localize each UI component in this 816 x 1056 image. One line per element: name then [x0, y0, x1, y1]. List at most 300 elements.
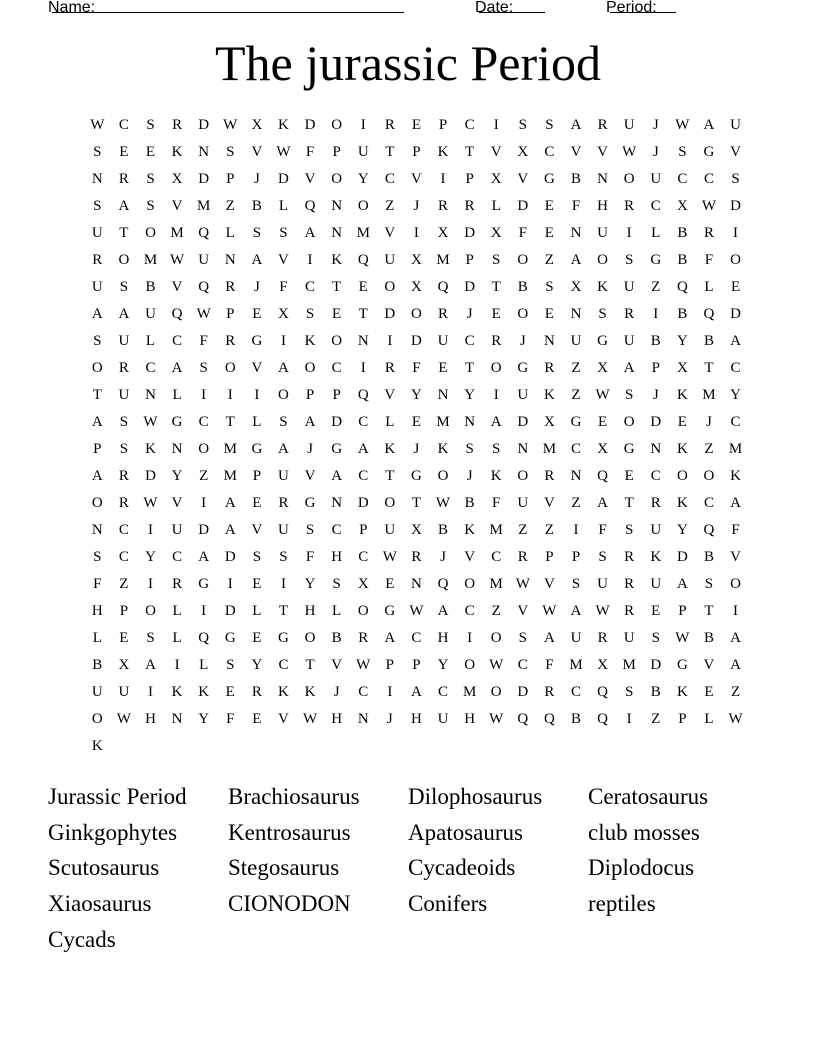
- grid-letter[interactable]: X: [278, 306, 289, 322]
- grid-letter[interactable]: J: [253, 171, 260, 187]
- grid-letter[interactable]: H: [331, 549, 343, 565]
- grid-letter[interactable]: O: [517, 306, 529, 322]
- grid-letter[interactable]: K: [543, 387, 555, 403]
- grid-letter[interactable]: S: [598, 306, 607, 322]
- grid-letter[interactable]: N: [411, 576, 422, 592]
- grid-letter[interactable]: A: [118, 306, 130, 322]
- grid-letter[interactable]: V: [171, 495, 183, 511]
- grid-letter[interactable]: D: [198, 117, 210, 133]
- grid-letter[interactable]: O: [278, 387, 289, 403]
- grid-letter[interactable]: I: [493, 117, 499, 133]
- grid-letter[interactable]: R: [544, 468, 555, 484]
- grid-letter[interactable]: D: [650, 414, 662, 430]
- grid-letter[interactable]: G: [623, 441, 635, 457]
- grid-letter[interactable]: V: [543, 576, 555, 592]
- grid-letter[interactable]: E: [411, 117, 421, 133]
- grid-letter[interactable]: K: [145, 441, 156, 457]
- grid-letter[interactable]: D: [411, 333, 422, 349]
- grid-letter[interactable]: C: [384, 171, 395, 187]
- grid-letter[interactable]: E: [385, 576, 395, 592]
- grid-letter[interactable]: T: [465, 360, 475, 376]
- grid-letter[interactable]: U: [650, 171, 662, 187]
- grid-letter[interactable]: U: [278, 522, 289, 538]
- grid-letter[interactable]: M: [197, 198, 211, 214]
- grid-letter[interactable]: G: [198, 576, 210, 592]
- grid-letter[interactable]: I: [626, 711, 632, 727]
- grid-letter[interactable]: A: [490, 414, 502, 430]
- grid-letter[interactable]: C: [464, 333, 475, 349]
- grid-letter[interactable]: X: [676, 360, 688, 376]
- grid-letter[interactable]: X: [597, 441, 608, 457]
- grid-letter[interactable]: N: [650, 441, 662, 457]
- grid-letter[interactable]: L: [491, 198, 501, 214]
- grid-letter[interactable]: C: [358, 684, 369, 700]
- grid-letter[interactable]: G: [304, 495, 316, 511]
- grid-letter[interactable]: O: [91, 711, 103, 727]
- grid-letter[interactable]: Y: [437, 657, 449, 673]
- grid-letter[interactable]: W: [143, 495, 158, 511]
- grid-letter[interactable]: S: [332, 576, 341, 592]
- grid-letter[interactable]: C: [703, 495, 714, 511]
- grid-letter[interactable]: C: [411, 630, 422, 646]
- grid-letter[interactable]: U: [91, 225, 103, 241]
- grid-letter[interactable]: K: [384, 441, 396, 457]
- grid-letter[interactable]: L: [199, 657, 209, 673]
- grid-letter[interactable]: J: [253, 279, 260, 295]
- grid-letter[interactable]: K: [597, 279, 608, 295]
- grid-letter[interactable]: C: [570, 441, 581, 457]
- grid-letter[interactable]: P: [359, 522, 368, 538]
- grid-letter[interactable]: D: [730, 198, 741, 214]
- grid-letter[interactable]: N: [357, 711, 369, 727]
- grid-letter[interactable]: U: [570, 333, 582, 349]
- grid-letter[interactable]: S: [226, 144, 235, 160]
- grid-letter[interactable]: W: [409, 603, 424, 619]
- grid-letter[interactable]: R: [624, 603, 635, 619]
- grid-letter[interactable]: E: [544, 225, 554, 241]
- grid-letter[interactable]: C: [703, 171, 714, 187]
- grid-letter[interactable]: U: [517, 387, 529, 403]
- grid-letter[interactable]: S: [252, 549, 262, 565]
- grid-letter[interactable]: G: [650, 252, 662, 268]
- grid-letter[interactable]: Q: [703, 522, 715, 538]
- grid-letter[interactable]: C: [145, 360, 156, 376]
- grid-letter[interactable]: B: [92, 657, 103, 673]
- grid-letter[interactable]: E: [332, 306, 342, 322]
- grid-letter[interactable]: Q: [517, 711, 529, 727]
- grid-letter[interactable]: S: [93, 333, 102, 349]
- grid-letter[interactable]: A: [278, 441, 289, 457]
- grid-letter[interactable]: O: [464, 657, 476, 673]
- grid-letter[interactable]: E: [544, 306, 554, 322]
- grid-letter[interactable]: S: [226, 657, 235, 673]
- grid-letter[interactable]: K: [198, 684, 210, 700]
- grid-letter[interactable]: C: [358, 549, 369, 565]
- grid-letter[interactable]: D: [650, 657, 662, 673]
- grid-letter[interactable]: M: [170, 225, 184, 241]
- grid-letter[interactable]: E: [597, 414, 608, 430]
- grid-letter[interactable]: V: [490, 144, 502, 160]
- grid-letter[interactable]: A: [224, 495, 236, 511]
- grid-letter[interactable]: S: [545, 117, 554, 133]
- grid-letter[interactable]: Y: [304, 576, 316, 592]
- grid-letter[interactable]: C: [570, 684, 581, 700]
- grid-letter[interactable]: O: [517, 468, 529, 484]
- grid-letter[interactable]: G: [597, 333, 608, 349]
- grid-letter[interactable]: C: [358, 468, 369, 484]
- grid-letter[interactable]: R: [172, 576, 183, 592]
- grid-letter[interactable]: R: [278, 495, 289, 511]
- grid-letter[interactable]: Q: [198, 225, 210, 241]
- grid-letter[interactable]: Z: [651, 711, 661, 727]
- grid-letter[interactable]: W: [728, 711, 743, 727]
- grid-letter[interactable]: I: [653, 306, 659, 322]
- grid-letter[interactable]: D: [224, 549, 236, 565]
- grid-letter[interactable]: F: [545, 657, 554, 673]
- grid-letter[interactable]: C: [305, 279, 316, 295]
- grid-letter[interactable]: S: [93, 198, 102, 214]
- grid-letter[interactable]: A: [91, 414, 103, 430]
- grid-letter[interactable]: D: [145, 468, 156, 484]
- grid-letter[interactable]: K: [676, 495, 688, 511]
- grid-letter[interactable]: F: [305, 549, 315, 565]
- grid-letter[interactable]: N: [224, 252, 236, 268]
- grid-letter[interactable]: D: [198, 171, 210, 187]
- grid-letter[interactable]: M: [542, 441, 557, 457]
- grid-letter[interactable]: I: [201, 387, 207, 403]
- grid-letter[interactable]: I: [254, 387, 260, 403]
- grid-letter[interactable]: P: [385, 657, 394, 673]
- grid-letter[interactable]: B: [145, 279, 156, 295]
- grid-letter[interactable]: Z: [385, 198, 395, 214]
- grid-letter[interactable]: B: [331, 630, 342, 646]
- grid-letter[interactable]: P: [412, 657, 421, 673]
- grid-letter[interactable]: I: [307, 252, 313, 268]
- grid-letter[interactable]: D: [464, 225, 476, 241]
- grid-letter[interactable]: N: [198, 144, 210, 160]
- grid-letter[interactable]: M: [436, 252, 450, 268]
- grid-letter[interactable]: K: [676, 684, 688, 700]
- grid-letter[interactable]: G: [384, 603, 396, 619]
- grid-letter[interactable]: R: [624, 549, 635, 565]
- grid-letter[interactable]: N: [543, 333, 555, 349]
- grid-letter[interactable]: M: [223, 468, 237, 484]
- grid-letter[interactable]: C: [730, 414, 741, 430]
- grid-letter[interactable]: W: [382, 549, 397, 565]
- grid-letter[interactable]: I: [201, 603, 207, 619]
- grid-letter[interactable]: Y: [357, 171, 369, 187]
- grid-letter[interactable]: R: [438, 198, 449, 214]
- grid-letter[interactable]: W: [90, 117, 105, 133]
- grid-letter[interactable]: V: [703, 657, 715, 673]
- grid-letter[interactable]: L: [651, 225, 661, 241]
- grid-letter[interactable]: W: [223, 117, 238, 133]
- grid-letter[interactable]: Y: [171, 468, 183, 484]
- grid-letter[interactable]: B: [650, 333, 661, 349]
- grid-letter[interactable]: G: [251, 333, 263, 349]
- grid-letter[interactable]: U: [278, 468, 289, 484]
- grid-letter[interactable]: A: [570, 117, 582, 133]
- grid-letter[interactable]: J: [413, 198, 420, 214]
- grid-letter[interactable]: A: [331, 468, 343, 484]
- grid-letter[interactable]: O: [304, 630, 316, 646]
- grid-letter[interactable]: L: [278, 198, 289, 214]
- grid-letter[interactable]: W: [143, 414, 158, 430]
- grid-letter[interactable]: C: [331, 360, 342, 376]
- grid-letter[interactable]: X: [411, 522, 422, 538]
- grid-letter[interactable]: Q: [198, 279, 210, 295]
- grid-letter[interactable]: E: [252, 711, 262, 727]
- grid-letter[interactable]: A: [384, 630, 396, 646]
- grid-letter[interactable]: J: [466, 306, 473, 322]
- grid-letter[interactable]: S: [305, 306, 315, 322]
- grid-letter[interactable]: E: [704, 684, 714, 700]
- grid-letter[interactable]: R: [491, 333, 502, 349]
- grid-letter[interactable]: Z: [225, 198, 235, 214]
- grid-letter[interactable]: S: [146, 630, 155, 646]
- grid-letter[interactable]: U: [623, 333, 635, 349]
- grid-letter[interactable]: Q: [437, 576, 449, 592]
- grid-letter[interactable]: O: [517, 252, 529, 268]
- grid-letter[interactable]: H: [437, 630, 449, 646]
- grid-letter[interactable]: T: [225, 414, 235, 430]
- grid-letter[interactable]: E: [252, 306, 262, 322]
- grid-letter[interactable]: Z: [571, 495, 581, 511]
- grid-letter[interactable]: Z: [491, 603, 501, 619]
- grid-letter[interactable]: A: [437, 603, 449, 619]
- grid-letter[interactable]: B: [650, 684, 661, 700]
- grid-letter[interactable]: W: [489, 711, 504, 727]
- grid-letter[interactable]: X: [597, 360, 608, 376]
- grid-letter[interactable]: O: [464, 576, 476, 592]
- grid-letter[interactable]: A: [570, 603, 582, 619]
- grid-letter[interactable]: H: [597, 198, 608, 214]
- grid-letter[interactable]: V: [171, 198, 183, 214]
- grid-letter[interactable]: S: [518, 117, 527, 133]
- grid-letter[interactable]: B: [703, 630, 714, 646]
- grid-letter[interactable]: I: [573, 522, 579, 538]
- grid-letter[interactable]: N: [331, 495, 343, 511]
- grid-letter[interactable]: E: [491, 306, 501, 322]
- grid-letter[interactable]: O: [623, 414, 635, 430]
- grid-letter[interactable]: Q: [597, 711, 608, 727]
- grid-letter[interactable]: W: [116, 711, 131, 727]
- grid-letter[interactable]: C: [172, 333, 183, 349]
- grid-letter[interactable]: L: [172, 603, 182, 619]
- grid-letter[interactable]: N: [570, 225, 582, 241]
- grid-letter[interactable]: I: [227, 387, 233, 403]
- grid-letter[interactable]: I: [360, 360, 366, 376]
- grid-letter[interactable]: B: [677, 252, 688, 268]
- grid-letter[interactable]: Q: [676, 279, 688, 295]
- grid-letter[interactable]: X: [171, 171, 183, 187]
- grid-letter[interactable]: B: [517, 279, 528, 295]
- grid-letter[interactable]: Q: [437, 279, 449, 295]
- grid-letter[interactable]: O: [597, 252, 608, 268]
- grid-letter[interactable]: W: [675, 117, 690, 133]
- grid-letter[interactable]: K: [437, 144, 449, 160]
- grid-letter[interactable]: S: [93, 549, 102, 565]
- grid-letter[interactable]: L: [252, 414, 262, 430]
- grid-letter[interactable]: S: [625, 252, 634, 268]
- grid-letter[interactable]: T: [92, 387, 102, 403]
- grid-letter[interactable]: O: [384, 495, 396, 511]
- grid-letter[interactable]: W: [489, 657, 504, 673]
- grid-letter[interactable]: C: [118, 549, 129, 565]
- grid-letter[interactable]: C: [278, 657, 289, 673]
- grid-letter[interactable]: G: [570, 414, 582, 430]
- grid-letter[interactable]: L: [332, 603, 342, 619]
- grid-letter[interactable]: S: [119, 414, 129, 430]
- grid-letter[interactable]: T: [411, 495, 421, 511]
- grid-letter[interactable]: C: [358, 414, 369, 430]
- grid-letter[interactable]: Q: [597, 684, 608, 700]
- grid-letter[interactable]: F: [571, 198, 581, 214]
- grid-letter[interactable]: M: [728, 441, 743, 457]
- grid-letter[interactable]: R: [251, 684, 262, 700]
- grid-letter[interactable]: T: [385, 144, 395, 160]
- grid-letter[interactable]: C: [544, 144, 555, 160]
- grid-letter[interactable]: R: [544, 684, 555, 700]
- grid-letter[interactable]: B: [703, 333, 714, 349]
- grid-letter[interactable]: B: [570, 711, 581, 727]
- grid-letter[interactable]: H: [91, 603, 103, 619]
- grid-letter[interactable]: U: [171, 522, 183, 538]
- grid-letter[interactable]: R: [624, 306, 635, 322]
- grid-letter[interactable]: S: [492, 441, 501, 457]
- grid-letter[interactable]: T: [491, 279, 501, 295]
- grid-letter[interactable]: X: [570, 279, 582, 295]
- grid-letter[interactable]: K: [304, 684, 316, 700]
- grid-letter[interactable]: I: [147, 522, 153, 538]
- grid-letter[interactable]: N: [570, 468, 582, 484]
- grid-letter[interactable]: P: [465, 252, 474, 268]
- grid-letter[interactable]: Z: [544, 522, 554, 538]
- grid-letter[interactable]: R: [118, 468, 129, 484]
- grid-letter[interactable]: X: [251, 117, 263, 133]
- grid-letter[interactable]: R: [92, 252, 103, 268]
- grid-letter[interactable]: S: [704, 576, 714, 592]
- grid-letter[interactable]: W: [302, 711, 318, 727]
- grid-letter[interactable]: W: [276, 144, 291, 160]
- grid-letter[interactable]: Q: [357, 252, 369, 268]
- grid-letter[interactable]: W: [196, 306, 211, 322]
- grid-letter[interactable]: P: [465, 171, 474, 187]
- grid-letter[interactable]: G: [543, 171, 555, 187]
- grid-letter[interactable]: K: [171, 144, 183, 160]
- grid-letter[interactable]: U: [145, 306, 156, 322]
- grid-letter[interactable]: S: [146, 117, 155, 133]
- grid-letter[interactable]: P: [252, 468, 262, 484]
- grid-letter[interactable]: S: [279, 414, 288, 430]
- grid-letter[interactable]: O: [490, 360, 502, 376]
- grid-letter[interactable]: Z: [704, 441, 714, 457]
- grid-letter[interactable]: W: [595, 387, 610, 403]
- grid-letter[interactable]: Z: [571, 360, 581, 376]
- grid-letter[interactable]: Y: [198, 711, 210, 727]
- grid-letter[interactable]: A: [543, 630, 555, 646]
- grid-letter[interactable]: P: [651, 360, 660, 376]
- grid-letter[interactable]: R: [438, 306, 449, 322]
- grid-letter[interactable]: M: [622, 657, 636, 673]
- grid-letter[interactable]: E: [358, 279, 368, 295]
- grid-letter[interactable]: W: [169, 252, 185, 268]
- grid-letter[interactable]: E: [730, 279, 741, 295]
- grid-letter[interactable]: M: [143, 252, 158, 268]
- grid-letter[interactable]: V: [597, 144, 608, 160]
- grid-letter[interactable]: D: [464, 279, 476, 295]
- grid-letter[interactable]: O: [384, 279, 396, 295]
- grid-letter[interactable]: Y: [411, 387, 422, 403]
- grid-letter[interactable]: E: [119, 630, 129, 646]
- grid-letter[interactable]: X: [490, 171, 502, 187]
- grid-letter[interactable]: B: [677, 306, 688, 322]
- grid-letter[interactable]: E: [651, 603, 661, 619]
- grid-letter[interactable]: X: [597, 657, 608, 673]
- grid-letter[interactable]: E: [252, 630, 262, 646]
- grid-letter[interactable]: D: [517, 684, 529, 700]
- grid-letter[interactable]: J: [307, 441, 313, 457]
- grid-letter[interactable]: O: [357, 198, 369, 214]
- grid-letter[interactable]: V: [517, 603, 529, 619]
- grid-letter[interactable]: W: [435, 495, 451, 511]
- grid-letter[interactable]: B: [677, 225, 688, 241]
- grid-letter[interactable]: F: [279, 279, 288, 295]
- grid-letter[interactable]: N: [331, 198, 343, 214]
- grid-letter[interactable]: A: [91, 468, 103, 484]
- grid-letter[interactable]: S: [571, 576, 581, 592]
- grid-letter[interactable]: M: [489, 522, 503, 538]
- grid-letter[interactable]: S: [119, 441, 129, 457]
- grid-letter[interactable]: E: [544, 198, 554, 214]
- grid-letter[interactable]: W: [515, 576, 530, 592]
- grid-letter[interactable]: I: [733, 225, 739, 241]
- grid-letter[interactable]: A: [304, 414, 316, 430]
- grid-letter[interactable]: Y: [676, 333, 688, 349]
- grid-letter[interactable]: C: [438, 684, 449, 700]
- grid-letter[interactable]: O: [490, 684, 502, 700]
- grid-letter[interactable]: T: [119, 225, 129, 241]
- grid-letter[interactable]: R: [118, 495, 129, 511]
- grid-letter[interactable]: T: [704, 603, 714, 619]
- grid-letter[interactable]: T: [465, 144, 475, 160]
- grid-letter[interactable]: M: [436, 414, 450, 430]
- grid-letter[interactable]: V: [278, 711, 289, 727]
- grid-letter[interactable]: C: [464, 603, 475, 619]
- grid-letter[interactable]: E: [119, 144, 129, 160]
- grid-letter[interactable]: K: [730, 468, 741, 484]
- grid-letter[interactable]: Z: [571, 387, 581, 403]
- grid-letter[interactable]: K: [304, 333, 316, 349]
- grid-letter[interactable]: Z: [119, 576, 129, 592]
- grid-letter[interactable]: L: [145, 333, 156, 349]
- grid-letter[interactable]: X: [517, 144, 529, 160]
- grid-letter[interactable]: J: [706, 414, 712, 430]
- grid-letter[interactable]: G: [251, 441, 263, 457]
- grid-letter[interactable]: S: [518, 630, 527, 646]
- grid-letter[interactable]: I: [493, 387, 499, 403]
- grid-letter[interactable]: D: [730, 306, 741, 322]
- grid-letter[interactable]: L: [704, 711, 714, 727]
- grid-letter[interactable]: K: [278, 117, 289, 133]
- grid-letter[interactable]: A: [357, 441, 369, 457]
- grid-letter[interactable]: I: [201, 495, 207, 511]
- grid-letter[interactable]: M: [223, 441, 237, 457]
- grid-letter[interactable]: Z: [544, 252, 554, 268]
- grid-letter[interactable]: J: [413, 441, 420, 457]
- grid-letter[interactable]: V: [411, 171, 422, 187]
- grid-letter[interactable]: R: [597, 117, 608, 133]
